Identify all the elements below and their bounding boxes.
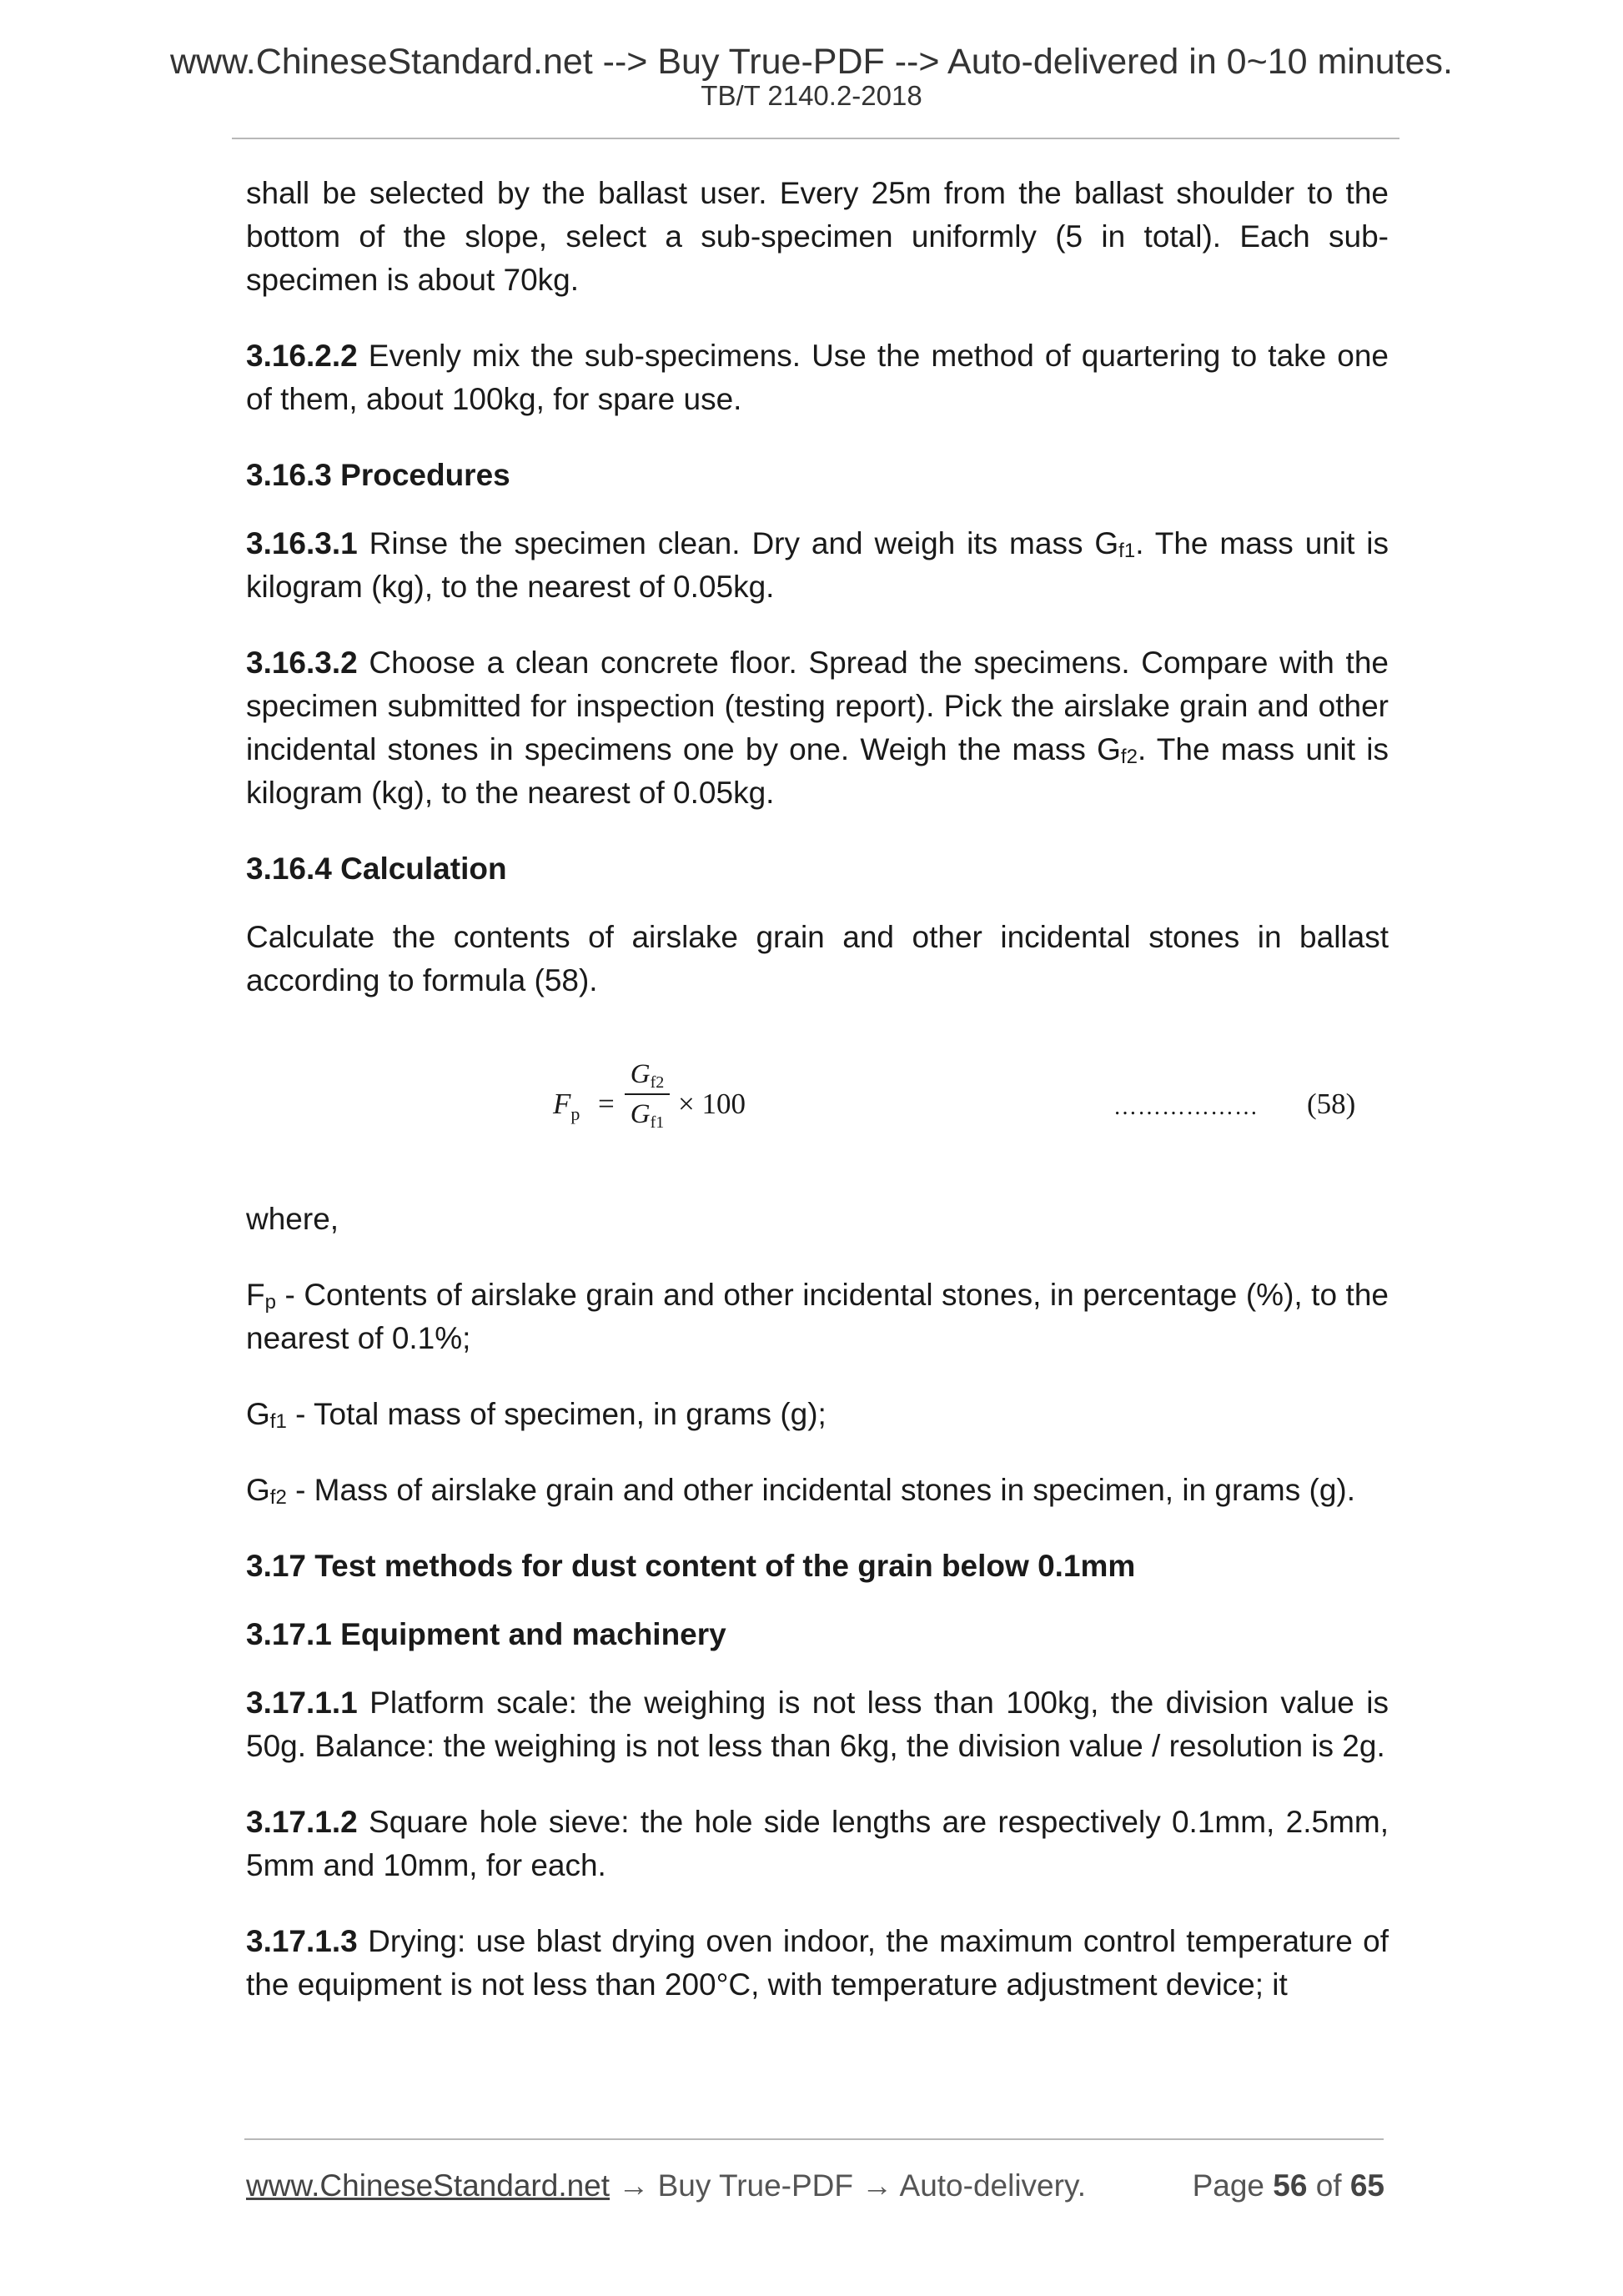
subscript: f1 bbox=[1118, 540, 1136, 562]
document-body bbox=[246, 172, 1389, 2039]
definition-fp bbox=[246, 1274, 1389, 1360]
footer-divider bbox=[244, 2138, 1384, 2140]
where-label: where, bbox=[246, 1202, 339, 1236]
page-indicator bbox=[1193, 2168, 1384, 2203]
fraction-bar bbox=[625, 1093, 670, 1095]
clause-text: Platform scale: the weighing is not less than 100kg, the division value is 50g. Balance: the weighing is not less than 6kg, the division value / resolution is 2g. bbox=[246, 1686, 1389, 1763]
formula-subscript: f1 bbox=[650, 1113, 665, 1132]
formula-number: (58) bbox=[1307, 1088, 1356, 1120]
clause-number: 3.17.1.1 bbox=[246, 1686, 358, 1720]
site-banner: www.ChineseStandard.net --> Buy True-PDF --> Auto-delivered in 0~10 minutes. bbox=[169, 42, 1453, 82]
formula-multiplier: × 100 bbox=[678, 1088, 746, 1120]
clause-3-17-1-3 bbox=[246, 1920, 1389, 2007]
subscript: p bbox=[264, 1291, 276, 1314]
def-text: - Total mass of specimen, in grams (g); bbox=[286, 1397, 827, 1431]
clause-3-17-1-1 bbox=[246, 1681, 1389, 1768]
formula-symbol: G bbox=[630, 1059, 651, 1089]
clause-number: 3.17.1.3 bbox=[246, 1924, 358, 1958]
formula-subscript: p bbox=[570, 1103, 580, 1124]
formula-denominator bbox=[623, 1098, 671, 1131]
header-divider bbox=[232, 138, 1399, 139]
page-number: 56 bbox=[1273, 2168, 1308, 2203]
heading-3-16-4 bbox=[246, 847, 1389, 891]
def-symbol: F bbox=[246, 1278, 265, 1312]
formula-symbol: G bbox=[630, 1099, 651, 1129]
of-label: of bbox=[1307, 2168, 1350, 2203]
def-text: - Mass of airslake grain and other incidental stones in specimen, in grams (g). bbox=[286, 1473, 1355, 1507]
formula-58 bbox=[246, 1058, 1389, 1149]
clause-text: Evenly mix the sub-specimens. Use the method of quartering to take one of them, about 100kg, for spare use. bbox=[246, 339, 1389, 416]
page-label: Page bbox=[1192, 2168, 1274, 2203]
heading-text: 3.17.1 Equipment and machinery bbox=[246, 1617, 726, 1651]
heading-text: 3.17 Test methods for dust content of the grain below 0.1mm bbox=[246, 1549, 1136, 1583]
footer-site-link[interactable]: www.ChineseStandard.net bbox=[246, 2168, 611, 2203]
subscript: f1 bbox=[269, 1410, 287, 1433]
heading-3-16-3 bbox=[246, 454, 1389, 497]
subscript: f2 bbox=[269, 1486, 287, 1509]
heading-text: 3.16.4 Calculation bbox=[246, 852, 507, 886]
def-symbol: G bbox=[246, 1397, 270, 1431]
clause-3-17-1-2 bbox=[246, 1801, 1389, 1887]
clause-number: 3.16.3.2 bbox=[246, 646, 358, 680]
def-text: - Contents of airslake grain and other incidental stones, in percentage (%), to the nearest of 0.1%; bbox=[246, 1278, 1389, 1355]
formula-fraction bbox=[623, 1058, 671, 1131]
total-pages: 65 bbox=[1349, 2168, 1384, 2203]
clause-number: 3.16.3.1 bbox=[246, 526, 358, 560]
formula-lhs bbox=[553, 1083, 580, 1136]
clause-text: Square hole sieve: the hole side lengths are respectively 0.1mm, 2.5mm, 5mm and 10mm, for each. bbox=[246, 1805, 1389, 1882]
formula-numerator bbox=[623, 1058, 671, 1091]
subscript: f2 bbox=[1120, 746, 1138, 768]
formula-subscript: f2 bbox=[650, 1073, 665, 1092]
definition-gf1 bbox=[246, 1393, 1389, 1436]
clause-text: Choose a clean concrete floor. Spread the specimens. Compare with the specimen submitted for inspection (testing report). Pick the airslake grain and other incidental stones in specimens one by one. Weigh the mass G bbox=[246, 646, 1389, 766]
clause-text: Rinse the specimen clean. Dry and weigh its mass G bbox=[357, 526, 1119, 560]
standard-code: TB/T 2140.2-2018 bbox=[701, 80, 922, 111]
heading-text: 3.16.3 Procedures bbox=[246, 458, 510, 492]
definition-gf2 bbox=[246, 1469, 1389, 1512]
formula-equals: = bbox=[598, 1088, 615, 1120]
page-footer bbox=[246, 2168, 1384, 2203]
clause-text: . The mass unit is kilogram (kg), to the nearest of 0.05kg. bbox=[246, 732, 1389, 810]
clause-3-16-3-2 bbox=[246, 641, 1389, 815]
clause-3-16-3-1 bbox=[246, 522, 1389, 609]
clause-text: . The mass unit is kilogram (kg), to the nearest of 0.05kg. bbox=[246, 526, 1389, 604]
clause-3-16-2-2 bbox=[246, 334, 1389, 421]
formula-leader-dots: ……………… bbox=[1113, 1094, 1259, 1120]
calculation-intro: Calculate the contents of airslake grain and other incidental stones in ballast according to formula (58). bbox=[246, 920, 1389, 997]
heading-3-17-1 bbox=[246, 1613, 1389, 1656]
formula-symbol: F bbox=[553, 1088, 571, 1120]
heading-3-17 bbox=[246, 1545, 1389, 1588]
paragraph-continued: shall be selected by the ballast user. Every 25m from the ballast shoulder to the bottom of the slope, select a sub-specimen uniformly (5 in total). Each sub-specimen is about 70kg. bbox=[246, 176, 1389, 297]
footer-tagline: → Buy True-PDF → Auto-delivery. bbox=[610, 2168, 1086, 2203]
def-symbol: G bbox=[246, 1473, 270, 1507]
clause-number: 3.17.1.2 bbox=[246, 1805, 358, 1839]
clause-number: 3.16.2.2 bbox=[246, 339, 358, 373]
clause-text: Drying: use blast drying oven indoor, the maximum control temperature of the equipment is not less than 200°C, with temperature adjustment device; it bbox=[246, 1924, 1389, 2002]
